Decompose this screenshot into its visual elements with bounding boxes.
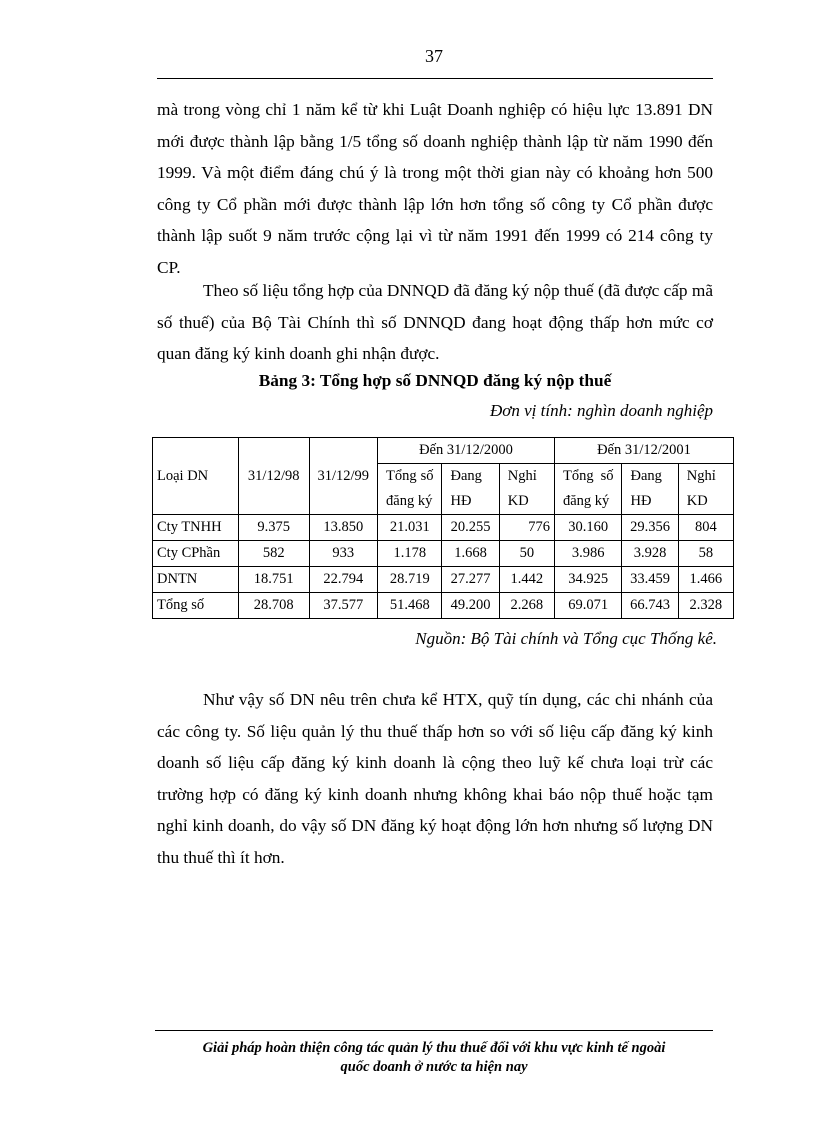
cell: 28.708: [238, 593, 309, 619]
cell: 13.850: [309, 515, 378, 541]
cell: 66.743: [622, 593, 678, 619]
cell: 30.160: [554, 515, 622, 541]
cell: 34.925: [554, 567, 622, 593]
paragraph-2: Theo số liệu tổng hợp của DNNQD đã đăng ký nộp thuế (đã được cấp mã số thuế) của Bộ Tài Chính thì số DNNQD đang hoạt động thấp hơn mức cơ quan đăng ký kinh doanh ghi nhận được.: [157, 281, 713, 363]
header-group-2001: Đến 31/12/2001: [554, 438, 733, 464]
row-label: DNTN: [153, 567, 239, 593]
cell: 58: [678, 541, 733, 567]
header-dang-hd-2000: Đang HĐ: [442, 464, 499, 515]
table-title: Bảng 3: Tổng hợp số DNNQD đăng ký nộp thuế: [258, 371, 612, 390]
footer-line-1: Giải pháp hoàn thiện công tác quản lý thu thuế đối với khu vực kinh tế ngoài: [202, 1040, 666, 1056]
cell: 2.268: [499, 593, 554, 619]
cell: 27.277: [442, 567, 499, 593]
cell: 1.442: [499, 567, 554, 593]
header-tong-so-2001: Tổng số đăng ký: [554, 464, 622, 515]
cell: 33.459: [622, 567, 678, 593]
table-row: [153, 567, 734, 593]
row-label: Tổng số: [153, 593, 239, 619]
running-footer: [155, 1039, 713, 1077]
cell: 3.986: [554, 541, 622, 567]
cell: 21.031: [378, 515, 442, 541]
paragraph-continuation: [157, 94, 713, 283]
unit-note: Đơn vị tính: nghìn doanh nghiệp: [490, 401, 713, 420]
cell: 9.375: [238, 515, 309, 541]
paragraph-block-3: [157, 684, 713, 873]
row-label: Cty TNHH: [153, 515, 239, 541]
header-nghi-kd-2001: Nghỉ KD: [678, 464, 733, 515]
cell: 18.751: [238, 567, 309, 593]
cell: 20.255: [442, 515, 499, 541]
tax-registration-table: [152, 437, 734, 619]
cell: 776: [499, 515, 554, 541]
source-note: Nguồn: Bộ Tài chính và Tổng cục Thống kê.: [415, 629, 717, 648]
cell: 1.466: [678, 567, 733, 593]
header-nghi-kd-2000: Nghỉ KD: [499, 464, 554, 515]
header-1999: 31/12/99: [309, 438, 378, 515]
row-label: Cty CPhần: [153, 541, 239, 567]
cell: 2.328: [678, 593, 733, 619]
cell: 51.468: [378, 593, 442, 619]
footer-rule: [155, 1030, 713, 1031]
footer-line-2: quốc doanh ở nước ta hiện nay: [340, 1059, 528, 1075]
header-1998: 31/12/98: [238, 438, 309, 515]
cell: 933: [309, 541, 378, 567]
paragraph-3: Như vậy số DN nêu trên chưa kể HTX, quỹ tín dụng, các chi nhánh của các công ty. Số liệu quản lý thu thuế thấp hơn so với số liệu cấp đăng ký kinh doanh số liệu cấp đăng ký kinh doanh là cộng theo luỹ kế chưa loại trừ các trường hợp có đăng ký kinh doanh nhưng không khai báo nộp thuế hoặc tạm nghỉ kinh doanh, do vậy số DN đăng ký hoạt động lớn hơn nhưng số lượng DN thu thuế thì ít hơn.: [157, 690, 713, 867]
cell: 804: [678, 515, 733, 541]
cell: 1.668: [442, 541, 499, 567]
cell: 3.928: [622, 541, 678, 567]
cell: 582: [238, 541, 309, 567]
table-row: [153, 515, 734, 541]
paragraph-block-2: [157, 275, 713, 370]
header-rule: [157, 78, 713, 79]
cell: 50: [499, 541, 554, 567]
cell: 49.200: [442, 593, 499, 619]
cell: 37.577: [309, 593, 378, 619]
cell: 28.719: [378, 567, 442, 593]
table-header-row-1: [153, 438, 734, 464]
header-dang-hd-2001: Đang HĐ: [622, 464, 678, 515]
paragraph-1: mà trong vòng chỉ 1 năm kể từ khi Luật Doanh nghiệp có hiệu lực 13.891 DN mới được thành lập bằng 1/5 tổng số doanh nghiệp thành lập từ năm 1990 đến 1999. Và một điểm đáng chú ý là trong một thời gian này có khoảng hơn 500 công ty Cổ phần mới được thành lập lớn hơn tổng số công ty Cổ phần được thành lập suốt 9 năm trước cộng lại vì từ năm 1991 đến 1999 có 214 công ty CP.: [157, 100, 713, 277]
header-loai-dn: Loại DN: [153, 438, 239, 515]
header-group-2000: Đến 31/12/2000: [378, 438, 555, 464]
cell: 69.071: [554, 593, 622, 619]
table-row: [153, 593, 734, 619]
cell: 1.178: [378, 541, 442, 567]
cell: 29.356: [622, 515, 678, 541]
table-row: [153, 541, 734, 567]
page-number: 37: [425, 46, 443, 66]
cell: 22.794: [309, 567, 378, 593]
header-tong-so-2000: Tổng số đăng ký: [378, 464, 442, 515]
